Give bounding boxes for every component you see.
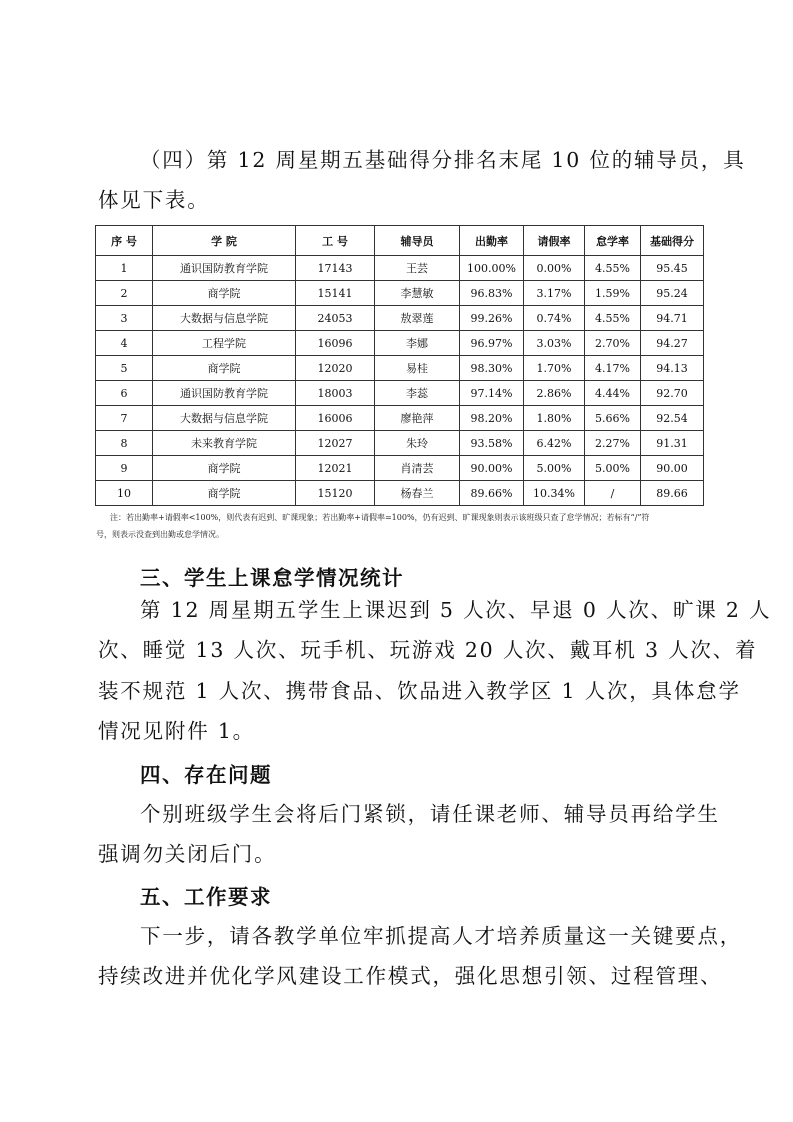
cell-attendance: 99.26%	[460, 306, 524, 331]
cell-counselor: 李蕊	[375, 381, 460, 406]
footnote-line-2: 号，则表示没查到出勤或怠学情况。	[96, 530, 224, 539]
section3-body	[98, 630, 758, 752]
cell-index: 10	[96, 481, 153, 506]
header-base-score: 基础得分	[641, 226, 704, 256]
cell-index: 1	[96, 256, 153, 281]
header-counselor: 辅导员	[375, 226, 460, 256]
cell-staff-id: 16096	[296, 331, 375, 356]
section5-body	[98, 956, 723, 997]
cell-college: 商学院	[153, 456, 296, 481]
header-staff-id: 工 号	[296, 226, 375, 256]
cell-index: 2	[96, 281, 153, 306]
cell-counselor: 李娜	[375, 331, 460, 356]
cell-idle-rate: 1.59%	[585, 281, 641, 306]
section3-line-1: 第 12 周星期五学生上课迟到 5 人次、早退 0 人次、旷课 2 人	[140, 598, 772, 622]
cell-college: 商学院	[153, 356, 296, 381]
cell-leave-rate: 3.03%	[524, 331, 585, 356]
table-row	[96, 456, 704, 481]
section4-line-2: 强调勿关闭后门。	[98, 842, 277, 866]
section4-line-1: 个别班级学生会将后门紧锁，请任课老师、辅导员再给学生	[140, 802, 720, 826]
table-row	[96, 356, 704, 381]
table-header-row	[96, 226, 704, 256]
cell-counselor: 王芸	[375, 256, 460, 281]
intro-line-1: （四）第 12 周星期五基础得分排名末尾 10 位的辅导员，具	[140, 148, 746, 172]
header-leave-rate: 请假率	[524, 226, 585, 256]
cell-base-score: 94.71	[641, 306, 704, 331]
section3-heading: 三、学生上课怠学情况统计	[140, 566, 404, 590]
cell-staff-id: 12027	[296, 431, 375, 456]
table-row	[96, 431, 704, 456]
cell-leave-rate: 0.00%	[524, 256, 585, 281]
cell-idle-rate: 4.55%	[585, 306, 641, 331]
intro-line-2: 体见下表。	[98, 188, 210, 212]
header-attendance: 出勤率	[460, 226, 524, 256]
cell-leave-rate: 6.42%	[524, 431, 585, 456]
cell-idle-rate: 4.17%	[585, 356, 641, 381]
cell-staff-id: 12020	[296, 356, 375, 381]
section5-line-1: 下一步，请各教学单位牢抓提高人才培养质量这一关键要点，	[140, 924, 743, 948]
cell-base-score: 90.00	[641, 456, 704, 481]
cell-leave-rate: 1.80%	[524, 406, 585, 431]
table-row	[96, 331, 704, 356]
section4-intro	[140, 140, 746, 181]
cell-idle-rate: 2.70%	[585, 331, 641, 356]
table-row	[96, 481, 704, 506]
cell-college: 工程学院	[153, 331, 296, 356]
cell-college: 大数据与信息学院	[153, 306, 296, 331]
cell-idle-rate: /	[585, 481, 641, 506]
cell-college: 未来教育学院	[153, 431, 296, 456]
header-index: 序 号	[96, 226, 153, 256]
cell-college: 通识国防教育学院	[153, 381, 296, 406]
cell-college: 商学院	[153, 481, 296, 506]
cell-staff-id: 16006	[296, 406, 375, 431]
cell-base-score: 95.24	[641, 281, 704, 306]
cell-index: 7	[96, 406, 153, 431]
cell-base-score: 91.31	[641, 431, 704, 456]
section5-body-first	[140, 916, 743, 957]
cell-base-score: 89.66	[641, 481, 704, 506]
cell-base-score: 92.70	[641, 381, 704, 406]
cell-leave-rate: 2.86%	[524, 381, 585, 406]
cell-staff-id: 15120	[296, 481, 375, 506]
footnote-line-1: 注：若出勤率+请假率<100%，则代表有迟到、旷课现象；若出勤率+请假率=100%，仍有迟到、旷课现象则表示该班级只查了怠学情况；若标有“/”符	[110, 513, 650, 522]
table-row	[96, 256, 704, 281]
section4-body-first	[140, 794, 720, 835]
cell-attendance: 96.83%	[460, 281, 524, 306]
section4-intro-cont	[98, 180, 698, 221]
cell-attendance: 98.30%	[460, 356, 524, 381]
section3-body-first	[140, 590, 772, 631]
cell-base-score: 95.45	[641, 256, 704, 281]
section3-line-2: 次、睡觉 13 人次、玩手机、玩游戏 20 人次、戴耳机 3 人次、着	[98, 638, 758, 662]
cell-base-score: 94.27	[641, 331, 704, 356]
section4-heading: 四、存在问题	[140, 763, 272, 787]
cell-counselor: 易桂	[375, 356, 460, 381]
cell-leave-rate: 3.17%	[524, 281, 585, 306]
cell-index: 9	[96, 456, 153, 481]
cell-staff-id: 17143	[296, 256, 375, 281]
section5-line-2: 持续改进并优化学风建设工作模式，强化思想引领、过程管理、	[98, 964, 723, 988]
cell-counselor: 李慧敏	[375, 281, 460, 306]
cell-idle-rate: 2.27%	[585, 431, 641, 456]
cell-base-score: 92.54	[641, 406, 704, 431]
cell-counselor: 肖清芸	[375, 456, 460, 481]
cell-index: 3	[96, 306, 153, 331]
cell-index: 5	[96, 356, 153, 381]
cell-attendance: 93.58%	[460, 431, 524, 456]
cell-counselor: 杨春兰	[375, 481, 460, 506]
cell-leave-rate: 10.34%	[524, 481, 585, 506]
cell-attendance: 97.14%	[460, 381, 524, 406]
cell-staff-id: 18003	[296, 381, 375, 406]
cell-index: 6	[96, 381, 153, 406]
table-row	[96, 281, 704, 306]
table-footnote	[96, 509, 706, 543]
cell-attendance: 100.00%	[460, 256, 524, 281]
cell-attendance: 90.00%	[460, 456, 524, 481]
cell-index: 4	[96, 331, 153, 356]
cell-idle-rate: 5.00%	[585, 456, 641, 481]
cell-college: 商学院	[153, 281, 296, 306]
section3-line-3: 装不规范 1 人次、携带食品、饮品进入教学区 1 人次，具体怠学	[98, 678, 741, 703]
cell-base-score: 94.13	[641, 356, 704, 381]
table-row	[96, 406, 704, 431]
cell-leave-rate: 1.70%	[524, 356, 585, 381]
cell-leave-rate: 5.00%	[524, 456, 585, 481]
table-row	[96, 381, 704, 406]
counselor-ranking-table	[95, 225, 704, 506]
cell-attendance: 89.66%	[460, 481, 524, 506]
cell-attendance: 98.20%	[460, 406, 524, 431]
cell-counselor: 敖翠莲	[375, 306, 460, 331]
cell-idle-rate: 4.44%	[585, 381, 641, 406]
cell-staff-id: 12021	[296, 456, 375, 481]
header-college: 学 院	[153, 226, 296, 256]
cell-leave-rate: 0.74%	[524, 306, 585, 331]
cell-staff-id: 15141	[296, 281, 375, 306]
section4-body	[98, 834, 698, 875]
cell-idle-rate: 5.66%	[585, 406, 641, 431]
cell-staff-id: 24053	[296, 306, 375, 331]
cell-college: 通识国防教育学院	[153, 256, 296, 281]
section3-line-4: 情况见附件 1。	[98, 719, 255, 743]
cell-idle-rate: 4.55%	[585, 256, 641, 281]
header-idle-rate: 怠学率	[585, 226, 641, 256]
cell-counselor: 朱玲	[375, 431, 460, 456]
cell-college: 大数据与信息学院	[153, 406, 296, 431]
cell-attendance: 96.97%	[460, 331, 524, 356]
section5-heading: 五、工作要求	[140, 885, 272, 909]
cell-counselor: 廖艳萍	[375, 406, 460, 431]
cell-index: 8	[96, 431, 153, 456]
table-row	[96, 306, 704, 331]
